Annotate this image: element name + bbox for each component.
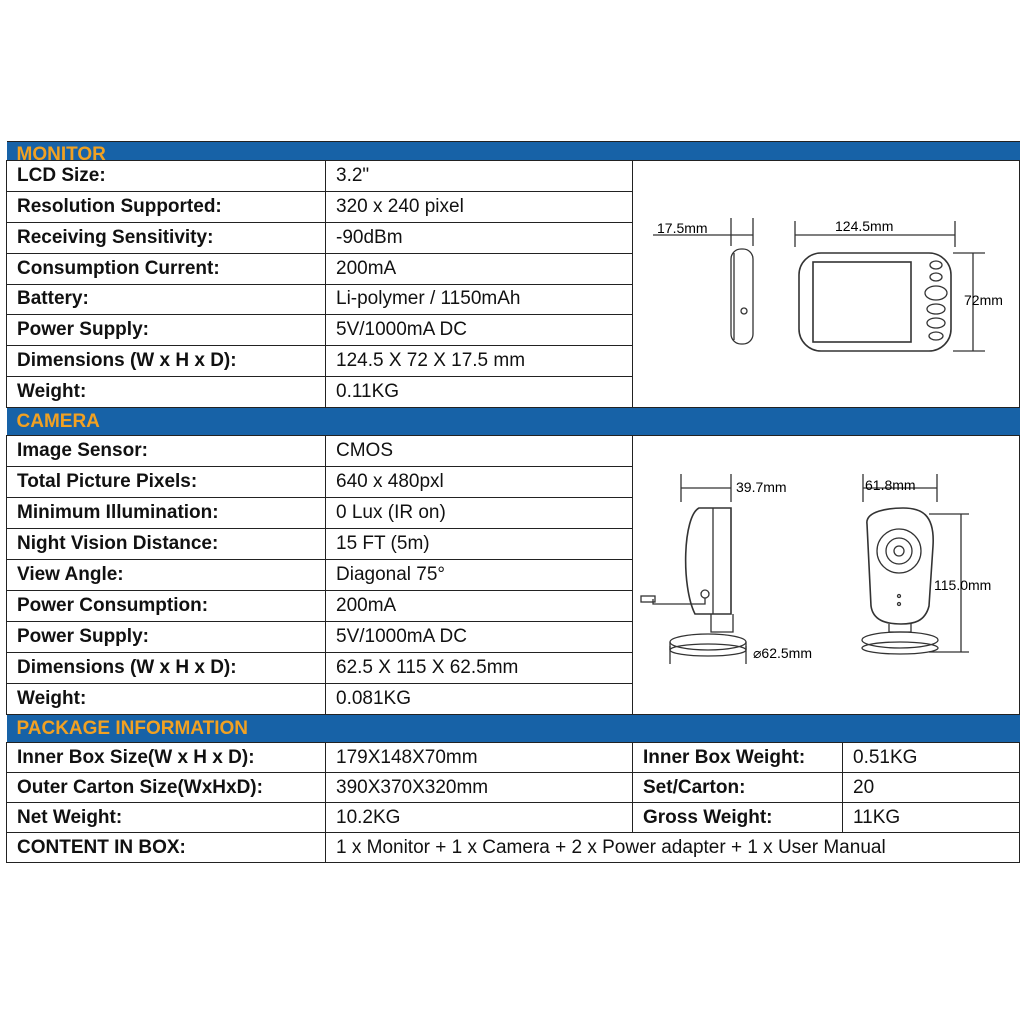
spec-label: Minimum Illumination: <box>7 498 326 529</box>
table-row <box>7 743 1020 773</box>
spec-label: Total Picture Pixels: <box>7 467 326 498</box>
spec-label: CONTENT IN BOX: <box>7 833 326 863</box>
spec-value: 0 Lux (IR on) <box>326 498 633 529</box>
spec-value: 200mA <box>326 253 633 284</box>
spec-value: 11KG <box>843 803 1020 833</box>
spec-label: Outer Carton Size(WxHxD): <box>7 773 326 803</box>
spec-label: Weight: <box>7 377 326 408</box>
camera-width-label: 61.8mm <box>865 477 916 493</box>
package-header-label: PACKAGE INFORMATION <box>7 715 1020 743</box>
spec-label: Dimensions (W x H x D): <box>7 653 326 684</box>
spec-value: 5V/1000mA DC <box>326 315 633 346</box>
spec-label: Power Supply: <box>7 622 326 653</box>
monitor-screen <box>813 262 911 342</box>
spec-table <box>6 141 1020 863</box>
spec-label: Dimensions (W x H x D): <box>7 346 326 377</box>
monitor-width-label: 124.5mm <box>835 218 894 234</box>
spec-value: 320 x 240 pixel <box>326 191 633 222</box>
spec-label: Resolution Supported: <box>7 191 326 222</box>
spec-value: Diagonal 75° <box>326 560 633 591</box>
spec-value: 0.11KG <box>326 377 633 408</box>
monitor-section-header <box>7 142 1020 161</box>
spec-label: Gross Weight: <box>633 803 843 833</box>
camera-base-label: ⌀62.5mm <box>753 645 813 661</box>
spec-value: -90dBm <box>326 222 633 253</box>
spec-value: CMOS <box>326 436 633 467</box>
spec-label: Inner Box Size(W x H x D): <box>7 743 326 773</box>
camera-side-view <box>686 508 731 614</box>
spec-label: Battery: <box>7 284 326 315</box>
spec-label: Power Consumption: <box>7 591 326 622</box>
monitor-diagram <box>633 161 1020 408</box>
monitor-height-label: 72mm <box>964 292 1003 308</box>
spec-label: LCD Size: <box>7 161 326 192</box>
spec-label: View Angle: <box>7 560 326 591</box>
spec-value: 5V/1000mA DC <box>326 622 633 653</box>
spec-label: Net Weight: <box>7 803 326 833</box>
spec-value: 0.081KG <box>326 684 633 715</box>
table-row <box>7 436 1020 467</box>
spec-value: 200mA <box>326 591 633 622</box>
table-row <box>7 803 1020 833</box>
spec-label: Power Supply: <box>7 315 326 346</box>
spec-value: Li-polymer / 1150mAh <box>326 284 633 315</box>
camera-section-header <box>7 408 1020 436</box>
spec-value: 124.5 X 72 X 17.5 mm <box>326 346 633 377</box>
spec-label: Consumption Current: <box>7 253 326 284</box>
table-row <box>7 161 1020 192</box>
spec-value: 390X370X320mm <box>326 773 633 803</box>
spec-value: 3.2" <box>326 161 633 192</box>
spec-value: 0.51KG <box>843 743 1020 773</box>
monitor-front-view <box>799 253 951 351</box>
camera-header-label: CAMERA <box>7 408 1020 436</box>
spec-label: Receiving Sensitivity: <box>7 222 326 253</box>
spec-label: Night Vision Distance: <box>7 529 326 560</box>
monitor-header-label: MONITOR <box>7 142 1020 161</box>
spec-value: 10.2KG <box>326 803 633 833</box>
camera-height-label: 115.0mm <box>934 577 992 593</box>
spec-value: 15 FT (5m) <box>326 529 633 560</box>
spec-value: 640 x 480pxl <box>326 467 633 498</box>
spec-label: Set/Carton: <box>633 773 843 803</box>
spec-value: 1 x Monitor + 1 x Camera + 2 x Power adapter + 1 x User Manual <box>326 833 1020 863</box>
monitor-dimension-drawing <box>633 161 1019 407</box>
table-row <box>7 833 1020 863</box>
package-section-header <box>7 715 1020 743</box>
spec-label: Image Sensor: <box>7 436 326 467</box>
camera-front-view <box>867 508 933 624</box>
monitor-depth-label: 17.5mm <box>657 220 708 236</box>
camera-depth-label: 39.7mm <box>736 479 787 495</box>
camera-dimension-drawing <box>633 436 1019 714</box>
spec-label: Weight: <box>7 684 326 715</box>
camera-diagram <box>633 436 1020 715</box>
table-row <box>7 773 1020 803</box>
spec-value: 20 <box>843 773 1020 803</box>
spec-label: Inner Box Weight: <box>633 743 843 773</box>
spec-sheet <box>6 141 1019 863</box>
spec-value: 179X148X70mm <box>326 743 633 773</box>
spec-value: 62.5 X 115 X 62.5mm <box>326 653 633 684</box>
